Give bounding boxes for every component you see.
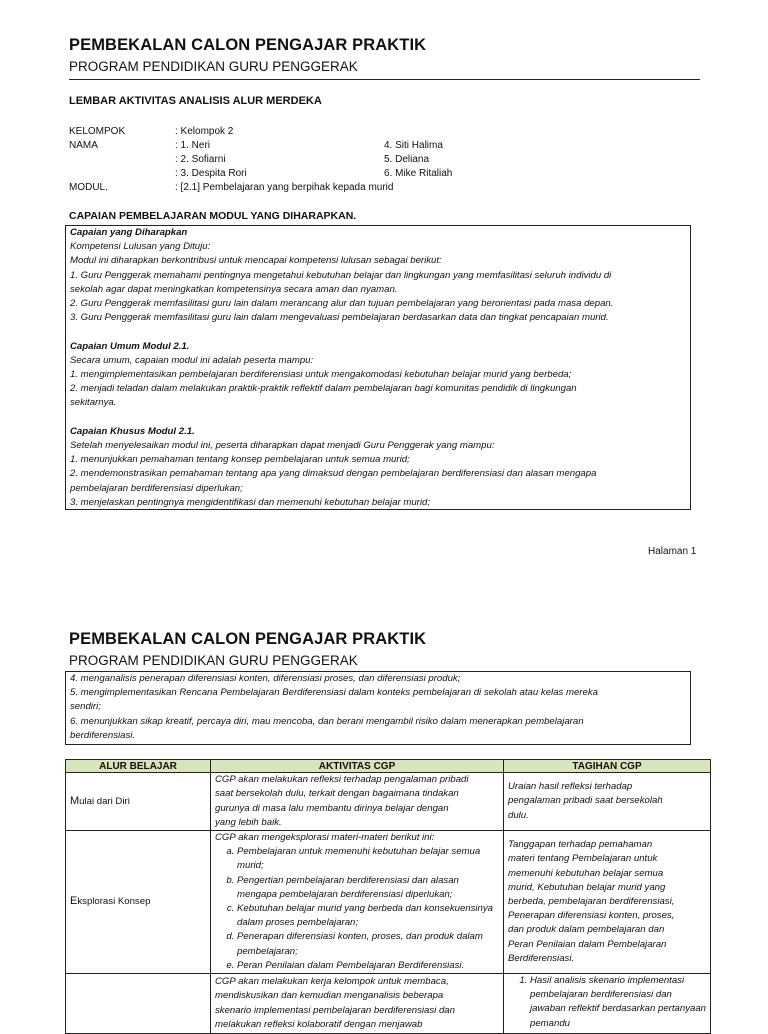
- aktivitas-cell: CGP akan melakukan refleksi terhadap pengalaman pribadi saat bersekolah dulu, terkait dengan bagaimana tindakan gurunya di masa lalu membantu dirinya belajar dengan yang lebih baik.: [211, 773, 504, 831]
- aktivitas-cell: CGP akan melakukan kerja kelompok untuk membaca, mendiskusikan dan kemudian menganalisis beberapa skenario implementasi pembelajaran berdiferensiasi dan melakukan refleksi kolaboratif dengan menjawab: [211, 974, 504, 1034]
- header-divider: [69, 79, 700, 80]
- capaian-line: Secara umum, capaian modul ini adalah peserta mampu:: [70, 354, 314, 366]
- capaian-line: Setelah menyelesaikan modul ini, peserta diharapkan dapat menjadi Guru Penggerak yang mampu:: [70, 440, 495, 452]
- page-title: PEMBEKALAN CALON PENGAJAR PRAKTIK: [69, 630, 427, 648]
- tagihan-cell: Tanggapan terhadap pemahaman materi tentang Pembelajaran untuk memenuhi kebutuhan belajar semua murid, Kebutuhan belajar murid yang berbeda, pembelajaran berdiferensiasi, Penerapan diferensiasi konten, proses, dan produk dalam pembelajaran dan Peran Penilaian dalam Pembelajaran Berdiferensiasi.: [504, 831, 711, 974]
- table-row: [66, 974, 711, 1034]
- capaian-line: 1. mengimplementasikan pembelajaran berdiferensiasi untuk mengakomodasi kebutuhan belajar murid yang berbeda;: [70, 369, 572, 381]
- table-row: [66, 773, 711, 831]
- list-item: d. Penerapan diferensiasi konten, proses, dan produk dalam pembelajaran;: [237, 930, 499, 958]
- capaian-line: sekolah agar dapat meningkatkan kompetensinya secara aman dan nyaman.: [70, 283, 398, 295]
- modul-label: MODUL.: [69, 182, 108, 193]
- alur-cell: Mulai dari Diri: [66, 773, 211, 831]
- capaian-line: Modul ini diharapkan berkontribusi untuk mencapai kompetensi lulusan sebagai berikut:: [70, 255, 442, 267]
- capaian-line: 5. mengimplementasikan Rencana Pembelajaran Berdiferensiasi dalam konteks pembelajaran di sekolah atau kelas mereka: [70, 687, 598, 699]
- list-item: e. Peran Penilaian dalam Pembelajaran Berdiferensiasi.: [237, 959, 499, 973]
- capaian-box: [65, 225, 691, 510]
- modul-value: : [2.1] Pembelajaran yang berpihak kepada murid: [175, 182, 394, 193]
- table-header-row: [66, 760, 711, 773]
- capaian-line: 2. mendemonstrasikan pemahaman tentang apa yang dimaksud dengan pembelajaran berdiferensiasi dan alasan mengapa: [70, 468, 597, 480]
- kelompok-label: KELOMPOK: [69, 126, 126, 137]
- capaian-heading: Capaian Umum Modul 2.1.: [70, 340, 190, 352]
- list-item: b. Pengertian pembelajaran berdiferensiasi dan alasan mengapa pembelajaran berdiferensiasi diperlukan;: [237, 874, 499, 902]
- capaian-line: 4. menganalisis penerapan diferensiasi konten, diferensiasi proses, dan diferensiasi produk;: [70, 673, 461, 684]
- tagihan-cell: Uraian hasil refleksi terhadap pengalaman pribadi saat bersekolah dulu.: [504, 773, 711, 831]
- capaian-line: 2. Guru Penggerak memfasilitasi guru lain dalam merancang alur dan tujuan pembelajaran yang berorientasi pada masa depan.: [70, 298, 614, 310]
- list-item: c. Kebutuhan belajar murid yang berbeda dan konsekuensinya dalam proses pembelajaran;: [237, 902, 499, 930]
- capaian-line: pembelajaran berdiferensiasi diperlukan;: [70, 482, 243, 494]
- table-row: [66, 831, 711, 974]
- page-number: Halaman 1: [648, 546, 697, 557]
- capaian-line: 6. menunjukkan sikap kreatif, percaya diri, mau mencoba, dan berani mengambil risiko dalam menerapkan pembelajaran: [70, 715, 584, 727]
- kelompok-value: : Kelompok 2: [175, 126, 234, 137]
- nama-label: NAMA: [69, 140, 98, 151]
- capaian-continued-box: [65, 671, 691, 745]
- capaian-line: 2. menjadi teladan dalam melakukan praktik-praktik reflektif dalam pembelajaran bagi komunitas pendidik di lingkungan: [70, 383, 577, 395]
- capaian-line: 1. Guru Penggerak memahami pentingnya mengetahui kebutuhan belajar dan lingkungan yang memfasilitasi seluruh individu di: [70, 269, 612, 281]
- alur-belajar-table: [65, 759, 711, 1034]
- tagihan-cell: [504, 974, 711, 1034]
- list-item: 1. Hasil analisis skenario implementasi pembelajaran berdiferensiasi dan jawaban reflektif berdasarkan pertanyaan pemandu: [530, 974, 706, 1031]
- name-item: : 3. Despita Rori: [175, 168, 247, 179]
- alur-cell: Eksplorasi Konsep: [66, 831, 211, 974]
- aktivitas-cell: CGP akan mengeksplorasi materi-materi berikut ini: a. Pembelajaran untuk memenuhi kebutuhan belajar semua murid; b. Pengertian pembelajaran berdiferensiasi dan alasan mengapa pembelajaran berdiferensiasi diperlukan; c. Kebutuhan belajar murid yang berbeda dan konsekuensinya dalam proses pembelajaran; d. Penerapan diferensiasi konten, proses, dan produk dalam pembelajaran; e. Peran Penilaian dalam Pembelajaran Berdiferensiasi.: [211, 831, 504, 974]
- column-header: TAGIHAN CGP: [504, 760, 711, 773]
- capaian-line: berdiferensiasi.: [70, 729, 136, 741]
- name-item: 5. Deliana: [384, 154, 430, 165]
- column-header: AKTIVITAS CGP: [211, 760, 504, 773]
- capaian-line: 3. Guru Penggerak memfasilitasi guru lain dalam mengevaluasi pembelajaran berdasarkan data dan tingkat pencapaian murid.: [70, 312, 609, 324]
- capaian-line: sekitarnya.: [70, 397, 117, 409]
- capaian-heading: Capaian Khusus Modul 2.1.: [70, 425, 195, 437]
- page-subtitle: PROGRAM PENDIDIKAN GURU PENGGERAK: [69, 653, 358, 668]
- list-item: a. Pembelajaran untuk memenuhi kebutuhan belajar semua murid;: [237, 845, 499, 873]
- capaian-line: 3. menjelaskan pentingnya mengidentifikasi dan memenuhi kebutuhan belajar murid;: [70, 496, 430, 508]
- capaian-line: Kompetensi Lulusan yang Dituju:: [70, 241, 211, 253]
- alur-cell: [66, 974, 211, 1034]
- capaian-heading: Capaian yang Diharapkan: [70, 227, 188, 238]
- page-subtitle: PROGRAM PENDIDIKAN GURU PENGGERAK: [69, 59, 358, 74]
- name-item: 6. Mike Ritaliah: [384, 168, 453, 179]
- name-item: : 2. Sofiarni: [175, 154, 226, 165]
- worksheet-title: LEMBAR AKTIVITAS ANALISIS ALUR MERDEKA: [69, 95, 322, 107]
- column-header: ALUR BELAJAR: [66, 760, 211, 773]
- capaian-title: CAPAIAN PEMBELAJARAN MODUL YANG DIHARAPKAN.: [69, 210, 357, 222]
- name-item: : 1. Neri: [175, 140, 211, 151]
- capaian-line: sendiri;: [70, 701, 101, 713]
- page-title: PEMBEKALAN CALON PENGAJAR PRAKTIK: [69, 36, 427, 54]
- capaian-line: 1. menunjukkan pemahaman tentang konsep pembelajaran untuk semua murid;: [70, 454, 410, 466]
- name-item: 4. Siti Halima: [384, 140, 443, 151]
